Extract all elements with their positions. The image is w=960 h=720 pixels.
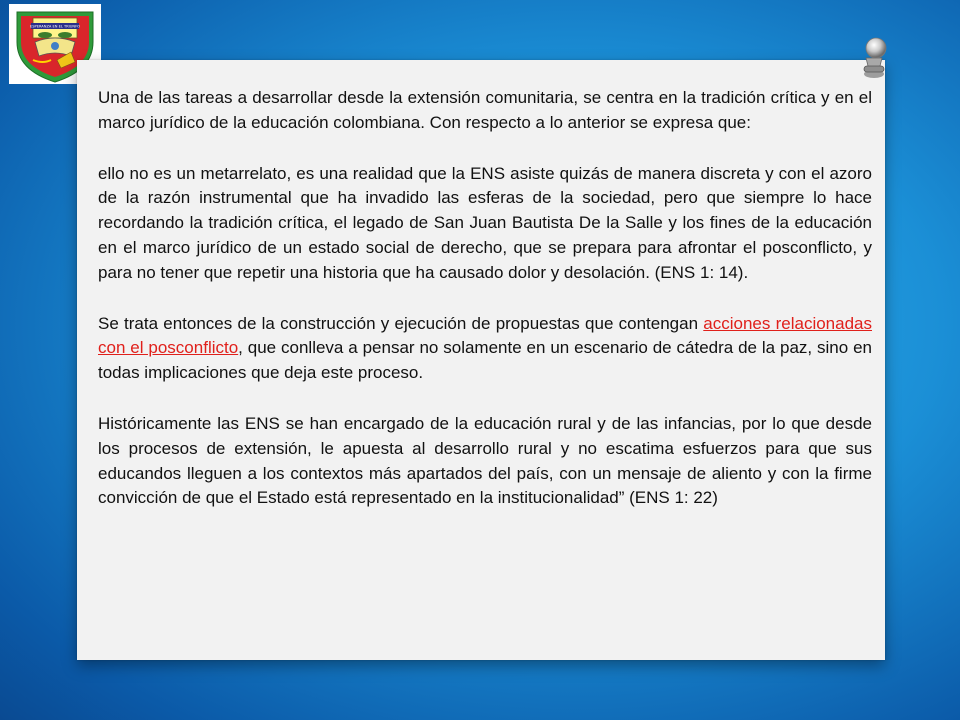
paragraph-proposals [98, 312, 872, 386]
paragraph-intro: Una de las tareas a desarrollar desde la extensión comunitaria, se centra en la tradición crítica y en el marco jurídico de la educación colombiana. Con respecto a lo anterior se expresa que: [98, 88, 872, 132]
posconflicto-link[interactable]: acciones relacionadas con el posconflicto [98, 313, 872, 358]
paragraph-proposals-start: Se trata entonces de la construcción y ejecución de propuestas que contengan [98, 313, 704, 333]
pushpin-icon [852, 36, 898, 82]
emblem-banner-text: ESPERANZA EN EL TRIUNFO [29, 24, 81, 29]
paragraph-quote: ello no es un metarrelato, es una realidad que la ENS asiste quizás de manera discreta y con el azoro de la razón instrumental que ha invadido las esferas de la sociedad, pero que siempre lo hace recordando la tradición crítica, el legado de San Juan Bautista De la Salle y los fines de la educación en el marco jurídico de un estado social de derecho, que se prepara para afrontar el posconflicto, y para no tener que repetir una historia que ha causado dolor y desolación. (ENS 1: 14). [98, 163, 872, 282]
paragraph-proposals-end: , que conlleva a pensar no solamente en un escenario de cátedra de la paz, sino en todas implicaciones que deja este proceso. [98, 338, 872, 383]
slide-body [98, 86, 872, 537]
paragraph-history: Históricamente las ENS se han encargado de la educación rural y de las infancias, por lo que desde los procesos de extensión, le apuesta al desarrollo rural y no escatima esfuerzos para que sus educandos lleguen a los contextos más apartados del país, con un mensaje de aliento y con la firme convicción de que el Estado está representado en la institucionalidad” (ENS 1: 22) [98, 413, 872, 508]
